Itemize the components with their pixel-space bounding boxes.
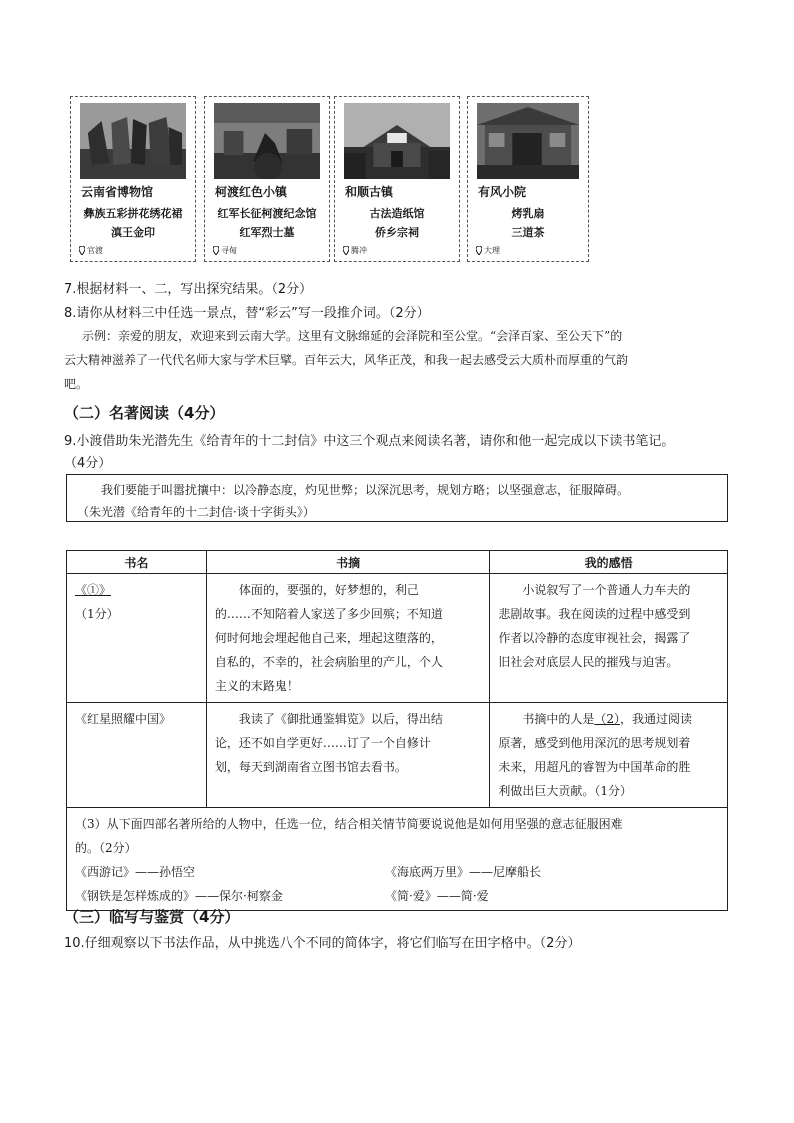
example-line-3: 吧。 (64, 377, 89, 391)
card-location (213, 245, 237, 256)
feeling-line: 悲剧故事。我在阅读的过程中感受到 (498, 607, 691, 621)
option-gangtie: 《钢铁是怎样炼成的》——保尔·柯察金 (75, 889, 283, 903)
card-line1: 彝族五彩拼花绣花裙 (83, 207, 183, 220)
card-line2: 侨乡宗祠 (375, 226, 419, 239)
card-heshun-town (334, 96, 460, 262)
cell-excerpt (206, 703, 490, 808)
quote-source: （朱光潜《给青年的十二封信·谈十字街头》） (77, 505, 315, 519)
card-youfeng-yard (467, 96, 589, 262)
feeling-post: ，我通过阅读 (620, 712, 693, 726)
question-10: 10.仔细观察以下书法作品，从中挑选八个不同的简体字，将它们临写在田字格中。（2分） (64, 936, 581, 951)
excerpt-line: 论，还不如自学更好……订了一个自修计 (214, 736, 431, 750)
book-blank-1[interactable]: 《①》 (75, 583, 112, 597)
option-jianai: 《简·爱》——简·爱 (385, 889, 489, 903)
question-8: 8.请你从材料三中任选一景点，替“彩云”写一段推介词。（2分） (64, 306, 430, 321)
cell-book (67, 574, 207, 703)
option-haidi: 《海底两万里》——尼摩船长 (385, 865, 542, 879)
card-line2: 红军烈士墓 (239, 226, 295, 239)
card-location (476, 245, 500, 256)
example-line-2: 云大精神滋养了一代代名师大家与学术巨擘。百年云大，风华正茂，和我一起去感受云大质朴而厚重的气韵 (64, 353, 629, 367)
question-9-score: （4分） (64, 456, 112, 471)
book-title: 《红星照耀中国》 (75, 712, 172, 726)
person-blank-2[interactable]: （2） (594, 712, 620, 726)
cell-feeling (490, 574, 728, 703)
card-kedu-town (204, 96, 330, 262)
feeling-line: 未来，用超凡的睿智为中国革命的胜 (498, 760, 691, 774)
question-7: 7.根据材料一、二，写出探究结果。（2分） (64, 282, 313, 297)
cell-question-3 (67, 808, 728, 911)
location-pin-icon (79, 246, 85, 255)
card-location-text: 大理 (484, 246, 500, 255)
question-3-line-2: 的。（2分） (75, 841, 137, 855)
excerpt-line: 自私的，不幸的，社会病胎里的产儿，个人 (214, 655, 443, 669)
excerpt-line: 何时何地会埋起他自己来，埋起这堕落的， (214, 631, 443, 645)
card-location-text: 寻甸 (221, 246, 237, 255)
section-heading-3: （三）临写与鉴赏（4分） (64, 908, 240, 926)
card-title: 柯渡红色小镇 (215, 185, 288, 199)
card-location-text: 官渡 (87, 246, 103, 255)
question-9: 9.小渡借助朱光潜先生《给青年的十二封信》中这三个观点来阅读名著，请你和他一起完成以下读书笔记。 (64, 434, 675, 449)
option-xiyouji: 《西游记》——孙悟空 (75, 865, 196, 879)
table-header-row (67, 551, 728, 574)
header-book: 书名 (67, 551, 207, 574)
cell-book (67, 703, 207, 808)
excerpt-line: 体面的，要强的，好梦想的，利己 (238, 583, 419, 597)
example-line-1: 示例：亲爱的朋友，欢迎来到云南大学。这里有文脉绵延的会泽院和至公堂。“会泽百家、至公天下”的 (82, 329, 623, 343)
card-yunnan-museum (70, 96, 196, 262)
excerpt-line: 我读了《御批通鉴辑览》以后，得出结 (238, 712, 443, 726)
location-pin-icon (343, 246, 349, 255)
feeling-pre: 书摘中的人是 (522, 712, 595, 726)
book-blank-score: （1分） (75, 607, 119, 621)
header-feeling: 我的感悟 (490, 551, 728, 574)
card-photo (80, 103, 186, 179)
excerpt-line: 主义的末路鬼！ (214, 679, 299, 693)
reading-notes-table (66, 550, 728, 911)
card-photo (214, 103, 320, 179)
card-line1: 烤乳扇 (511, 207, 545, 220)
card-line1: 古法造纸馆 (369, 207, 425, 220)
table-row (67, 574, 728, 703)
table-row (67, 703, 728, 808)
question-3-line-1: （3）从下面四部名著所给的人物中，任选一位，结合相关情节简要说说他是如何用坚强的意志征服困难 (75, 817, 623, 831)
feeling-line: 小说叙写了一个普通人力车夫的 (522, 583, 691, 597)
cell-excerpt (206, 574, 490, 703)
card-line1: 红军长征柯渡纪念馆 (217, 207, 317, 220)
card-location-text: 腾冲 (351, 246, 367, 255)
card-photo (344, 103, 450, 179)
card-line2: 三道茶 (511, 226, 545, 239)
feeling-line: 作者以冷静的态度审视社会，揭露了 (498, 631, 691, 645)
card-title: 有风小院 (478, 185, 527, 199)
card-title: 和顺古镇 (345, 185, 394, 199)
card-photo (477, 103, 579, 179)
feeling-line: 原著，感受到他用深沉的思考规划着 (498, 736, 691, 750)
location-pin-icon (213, 246, 219, 255)
excerpt-line: 划，每天到湖南省立图书馆去看书。 (214, 760, 407, 774)
card-line2: 滇王金印 (111, 226, 155, 239)
card-location (79, 245, 103, 256)
feeling-line (498, 707, 719, 731)
header-excerpt: 书摘 (206, 551, 490, 574)
quote-box (66, 474, 728, 522)
feeling-line: 利做出巨大贡献。（1分） (498, 784, 632, 798)
excerpt-line: 的……不知陪着人家送了多少回殡；不知道 (214, 607, 443, 621)
cell-feeling (490, 703, 728, 808)
card-location (343, 245, 367, 256)
section-heading-2: （二）名著阅读（4分） (64, 404, 225, 422)
table-row (67, 808, 728, 911)
quote-line-1: 我们要能于叫嚣扰攘中：以冷静态度，灼见世弊；以深沉思考，规划方略；以坚强意志，征服障碍。 (101, 483, 630, 497)
feeling-line: 旧社会对底层人民的摧残与迫害。 (498, 655, 679, 669)
card-title: 云南省博物馆 (81, 185, 154, 199)
location-pin-icon (476, 246, 482, 255)
